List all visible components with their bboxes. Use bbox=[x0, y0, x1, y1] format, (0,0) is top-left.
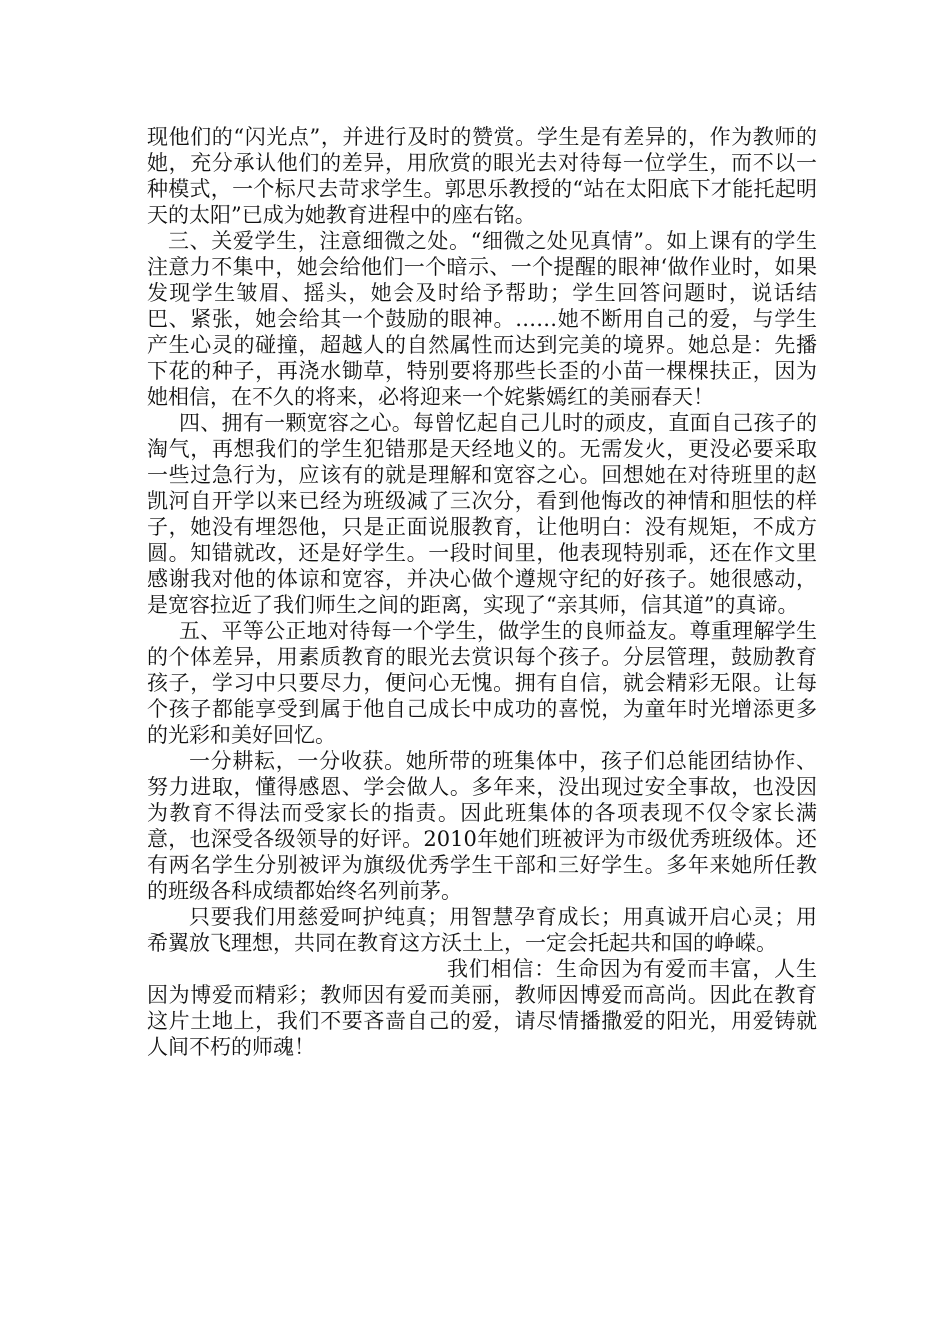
paragraph-achievements: 一分耕耘，一分收获。她所带的班集体中，孩子们总能团结协作、努力进取，懂得感恩、学会做人。多年来，没出现过安全事故，也没因为教育不得法而受家长的指责。因此班集体的各项表现不仅令家长满意，也深受各级领导的好评。2010年她们班被评为市级优秀班级体。还有两名学生分别被评为旗级优秀学生干部和三好学生。多年来她所任教的班级各科成绩都始终名列前茅。 bbox=[147, 749, 817, 903]
document-body bbox=[147, 124, 817, 1060]
paragraph-belief: 我们相信：生命因为有爱而丰富，人生因为博爱而精彩；教师因有爱而美丽，教师因博爱而高尚。因此在教育这片土地上，我们不要吝啬自己的爱，请尽情播撒爱的阳光，用爱铸就人间不朽的师魂！ bbox=[147, 957, 817, 1059]
paragraph-fairness: 五、平等公正地对待每一个学生，做学生的良师益友。尊重理解学生的个体差异，用素质教育的眼光去赏识每个孩子。分层管理，鼓励教育孩子，学习中只要尽力，便问心无愧。拥有自信，就会精彩无限。让每个孩子都能享受到属于他自己成长中成功的喜悦，为童年时光增添更多的光彩和美好回忆。 bbox=[147, 619, 817, 747]
paragraph-care-for-students: 三、关爱学生，注意细微之处。“细微之处见真情”。如上课有的学生注意力不集中，她会给他们一个暗示、一个提醒的眼神‘做作业时，如果发现学生皱眉、摇头，她会及时给予帮助；学生回答问题时，说话结巴、紧张，她会给其一个鼓励的眼神。……她不断用自己的爱，与学生产生心灵的碰撞，超越人的自然属性而达到完美的境界。她总是：先播下花的种子，再浇水锄草，特别要将那些长歪的小苗一棵棵扶正，因为她相信，在不久的将来，必将迎来一个姹紫嫣红的美丽春天！ bbox=[147, 229, 817, 409]
paragraph-tolerance: 四、拥有一颗宽容之心。每曾忆起自己儿时的顽皮，直面自己孩子的淘气，再想我们的学生犯错那是天经地义的。无需发火，更没必要采取一些过急行为，应该有的就是理解和宽容之心。回想她在对待班里的赵凯河自开学以来已经为班级减了三次分，看到他悔改的神情和胆怯的样子，她没有埋怨他，只是正面说服教育，让他明白：没有规矩，不成方圆。知错就改，还是好学生。一段时间里，他表现特别乖，还在作文里感谢我对他的体谅和宽容，并决心做个遵规守纪的好孩子。她很感动，是宽容拉近了我们师生之间的距离，实现了“亲其师，信其道”的真谛。 bbox=[147, 411, 817, 617]
paragraph-closing-hope: 只要我们用慈爱呵护纯真；用智慧孕育成长；用真诚开启心灵；用希翼放飞理想，共同在教育这方沃土上，一定会托起共和国的峥嵘。 bbox=[147, 905, 817, 955]
paragraph-continuation: 现他们的“闪光点”，并进行及时的赞赏。学生是有差异的，作为教师的她，充分承认他们的差异，用欣赏的眼光去对待每一位学生，而不以一种模式，一个标尺去苛求学生。郭思乐教授的“站在太阳底下才能托起明天的太阳”已成为她教育进程中的座右铭。 bbox=[147, 125, 817, 227]
